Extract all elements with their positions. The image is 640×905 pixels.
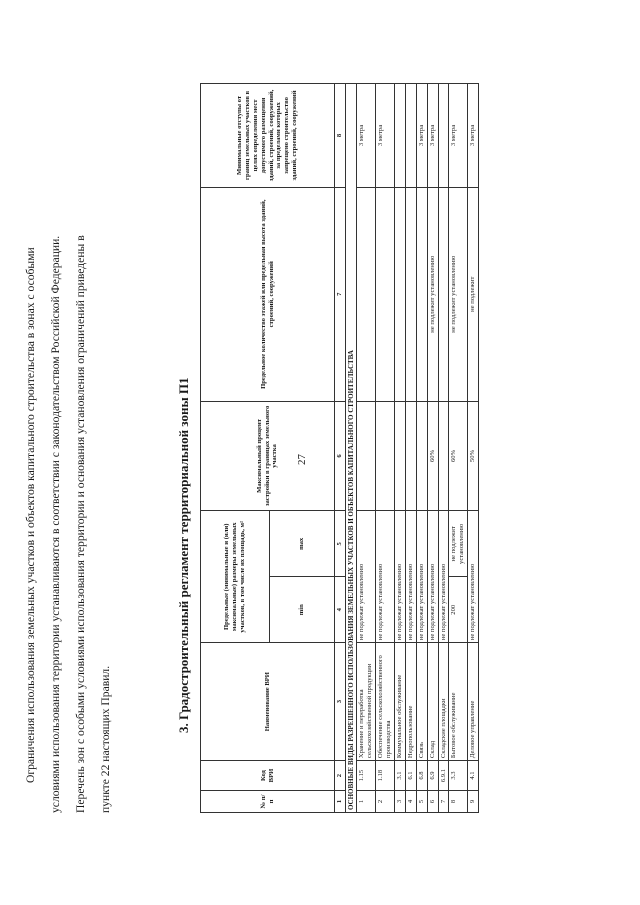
- cell-code: 6.8: [416, 761, 427, 791]
- cell-setback: 3 метра: [427, 84, 438, 188]
- cell-name: Обеспечение сельскохозяйственного производства: [376, 643, 395, 761]
- table-row: [449, 84, 468, 813]
- table-row: [357, 84, 376, 813]
- header-min: min: [270, 577, 335, 643]
- cell-num: 8: [449, 791, 468, 813]
- cell-size: не подлежат установлению: [438, 511, 449, 643]
- cell-setback: 3 метра: [468, 84, 479, 188]
- cell-coverage: [438, 401, 449, 511]
- cell-num: 9: [468, 791, 479, 813]
- header-max: max: [270, 511, 335, 577]
- cell-name: Складские площадки: [438, 643, 449, 761]
- cell-size: не подлежат установлению: [394, 511, 405, 643]
- cell-name: Недропользование: [405, 643, 416, 761]
- cell-name: Склад: [427, 643, 438, 761]
- table-row: [405, 84, 416, 813]
- cell-code: 1.18: [376, 761, 395, 791]
- header-num: № п/п: [201, 791, 335, 813]
- intro-line: Ограничения использования земельных участков и объектов капитального строительства в зонах с особыми: [24, 247, 37, 783]
- intro-line: Перечень зон с особыми условиями использования территории и основания установления ограничений приведены в: [74, 235, 87, 813]
- regulation-table: [200, 83, 479, 813]
- cell-coverage: 60%: [449, 401, 468, 511]
- cell-code: 6.9: [427, 761, 438, 791]
- cell-floors: не подлежит установлению: [427, 187, 438, 401]
- cell-name: Деловое управление: [468, 643, 479, 761]
- header-size-group: Предельные (минимальные и (или) максимальные) размеры земельных участков, в том числе их площадь, м²: [201, 511, 270, 643]
- cell-code: 3.1: [394, 761, 405, 791]
- col-number: 3: [335, 643, 346, 761]
- table-row: [438, 84, 449, 813]
- cell-floors: не подлежит: [468, 187, 479, 401]
- cell-num: 6: [427, 791, 438, 813]
- cell-coverage: [405, 401, 416, 511]
- table-row: [468, 84, 479, 813]
- cell-setback: 3 метра: [376, 84, 395, 188]
- cell-setback: [438, 84, 449, 188]
- col-number: 1: [335, 791, 346, 813]
- cell-name: Связь: [416, 643, 427, 761]
- cell-floors: [357, 187, 376, 401]
- cell-num: 1: [357, 791, 376, 813]
- cell-num: 3: [394, 791, 405, 813]
- cell-num: 2: [376, 791, 395, 813]
- cell-coverage: [357, 401, 376, 511]
- cell-name: Бытовое обслуживание: [449, 643, 468, 761]
- cell-floors: не подлежит установлению: [449, 187, 468, 401]
- table-row: [427, 84, 438, 813]
- cell-floors: [394, 187, 405, 401]
- cell-setback: [394, 84, 405, 188]
- cell-name: Коммунальное обслуживание: [394, 643, 405, 761]
- cell-code: 4.1: [468, 761, 479, 791]
- section-label: ОСНОВНЫЕ ВИДЫ РАЗРЕШЕННОГО ИСПОЛЬЗОВАНИЯ ЗЕМЕЛЬНЫХ УЧАСТКОВ И ОБЪЕКТОВ КАПИТАЛЬНОГО СТРОИТЕЛЬСТВА: [345, 84, 356, 813]
- cell-floors: [405, 187, 416, 401]
- cell-code: 1.15: [357, 761, 376, 791]
- cell-size: не подлежат установлению: [357, 511, 376, 643]
- table-row: [394, 84, 405, 813]
- header-coverage: Максимальный процент застройки в границах земельного участка: [201, 401, 335, 511]
- cell-size: не подлежат установлению: [376, 511, 395, 643]
- cell-size: не подлежат установлению: [405, 511, 416, 643]
- cell-coverage: [376, 401, 395, 511]
- header-code: Код ВРИ: [201, 761, 335, 791]
- table-row: [376, 84, 395, 813]
- cell-coverage: 50%: [468, 401, 479, 511]
- section-title: 3. Градостроительный регламент территориальной зоны П1: [176, 377, 191, 733]
- page-number: 27: [296, 454, 308, 465]
- cell-setback: 3 метра: [357, 84, 376, 188]
- intro-paragraph: [18, 93, 118, 813]
- cell-floors: [376, 187, 395, 401]
- cell-min: 200: [449, 577, 468, 643]
- col-number: 5: [335, 511, 346, 577]
- section-row: [345, 84, 356, 813]
- intro-line: пункте 22 настоящих Правил.: [99, 665, 112, 813]
- cell-size: не подлежат установлению: [416, 511, 427, 643]
- table-row: [416, 84, 427, 813]
- col-number: 7: [335, 187, 346, 401]
- intro-line: условиями использования территории устанавливаются в соответствии с законодательством Российской Федерации.: [49, 235, 62, 813]
- cell-size: не подлежат установлению: [468, 511, 479, 643]
- cell-code: 3.3: [449, 761, 468, 791]
- col-number: 2: [335, 761, 346, 791]
- header-setbacks: Минимальные отступы от границ земельных участков в целях определения мест допустимого размещения зданий, строений, сооружений, за пределами которых запрещено строительство зданий, строений, сооружений: [201, 84, 335, 188]
- cell-num: 7: [438, 791, 449, 813]
- column-numbers-row: [335, 84, 346, 813]
- cell-max: не подлежит установлению: [449, 511, 468, 577]
- cell-setback: 3 метра: [449, 84, 468, 188]
- cell-num: 4: [405, 791, 416, 813]
- cell-setback: 3 метра: [416, 84, 427, 188]
- header-floors: Предельное количество этажей или предельная высота зданий, строений, сооружений: [201, 187, 335, 401]
- cell-num: 5: [416, 791, 427, 813]
- cell-size: не подлежат установлению: [427, 511, 438, 643]
- cell-coverage: 60%: [427, 401, 438, 511]
- cell-floors: [416, 187, 427, 401]
- cell-code: 6.9.1: [438, 761, 449, 791]
- cell-coverage: [416, 401, 427, 511]
- header-name: Наименование ВРИ: [201, 643, 335, 761]
- cell-name: Хранение и переработка сельскохозяйственной продукции: [357, 643, 376, 761]
- col-number: 4: [335, 577, 346, 643]
- col-number: 8: [335, 84, 346, 188]
- cell-setback: [405, 84, 416, 188]
- cell-code: 6.1: [405, 761, 416, 791]
- cell-floors: [438, 187, 449, 401]
- col-number: 6: [335, 401, 346, 511]
- cell-coverage: [394, 401, 405, 511]
